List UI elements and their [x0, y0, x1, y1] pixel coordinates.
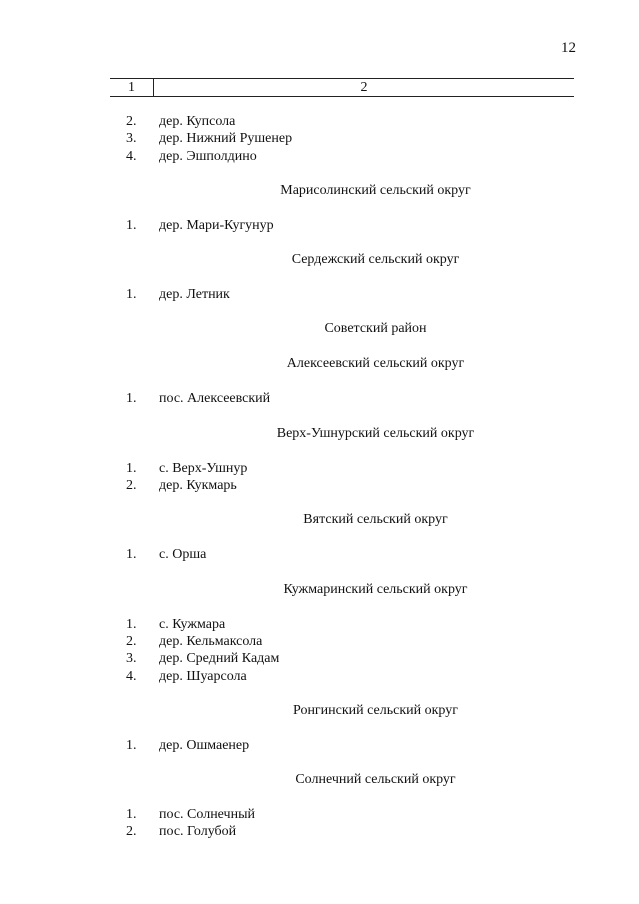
item-name: дер. Мари-Кугунур [159, 217, 274, 233]
item-number: 1. [126, 460, 137, 476]
item-name: пос. Алексеевский [159, 391, 271, 407]
item-name: пос. Голубой [159, 824, 237, 840]
item-name: пос. Солнечный [159, 807, 255, 823]
list-item [0, 130, 639, 147]
item-number: 1. [126, 391, 137, 407]
section-title: Сердежский сельский округ [291, 252, 460, 268]
item-name: дер. Нижний Рушенер [159, 131, 293, 147]
list-item [0, 460, 639, 477]
list-item [0, 737, 639, 754]
item-number: 2. [126, 824, 137, 840]
item-number: 4. [126, 148, 137, 164]
page-number: 12 [561, 40, 576, 56]
item-name: с. Верх-Ушнур [159, 460, 248, 476]
section-title: Марисолинский сельский округ [280, 182, 471, 198]
list-item [0, 477, 639, 494]
item-number: 1. [126, 807, 137, 823]
list-item [0, 546, 639, 563]
column-header-2: 2 [360, 80, 368, 95]
item-number: 1. [126, 616, 137, 632]
item-number: 1. [126, 217, 137, 233]
item-name: дер. Кукмарь [159, 478, 237, 494]
section-title: Верх-Ушнурский сельский округ [276, 425, 475, 441]
list-item [0, 217, 639, 234]
section-title: Алексеевский сельский округ [286, 356, 465, 372]
item-name: дер. Средний Кадам [159, 651, 280, 667]
list-item [0, 113, 639, 130]
list-item [0, 616, 639, 633]
item-number: 2. [126, 114, 137, 129]
item-name: дер. Эшполдино [159, 148, 257, 164]
list-item [0, 806, 639, 823]
list-item [0, 668, 639, 685]
item-name: дер. Купсола [159, 114, 236, 129]
list-item [0, 823, 639, 840]
item-number: 2. [126, 478, 137, 494]
list-item [0, 148, 639, 165]
section-title: Вятский сельский округ [303, 512, 448, 528]
column-header-1: 1 [110, 79, 154, 96]
item-number: 3. [126, 131, 137, 147]
district-title: Советский район [324, 321, 427, 337]
table-column-header [110, 78, 574, 97]
item-name: дер. Летник [159, 287, 230, 303]
section-title: Кужмаринский сельский округ [283, 581, 468, 597]
section-title: Солнечний сельский округ [295, 772, 456, 788]
item-number: 1. [126, 737, 137, 753]
item-number: 4. [126, 668, 137, 684]
section-continuation [0, 113, 639, 165]
document-body [0, 113, 639, 841]
item-name: с. Кужмара [159, 616, 226, 632]
item-number: 3. [126, 651, 137, 667]
item-number: 1. [126, 547, 137, 563]
item-name: дер. Кельмаксола [159, 633, 263, 649]
list-item [0, 390, 639, 407]
item-number: 2. [126, 633, 137, 649]
list-item [0, 650, 639, 667]
item-number: 1. [126, 287, 137, 303]
item-name: дер. Ошмаенер [159, 737, 250, 753]
section-title: Ронгинский сельский округ [293, 702, 458, 718]
item-name: с. Орша [159, 547, 207, 563]
item-name: дер. Шуарсола [159, 668, 247, 684]
list-item [0, 286, 639, 303]
list-item [0, 633, 639, 650]
